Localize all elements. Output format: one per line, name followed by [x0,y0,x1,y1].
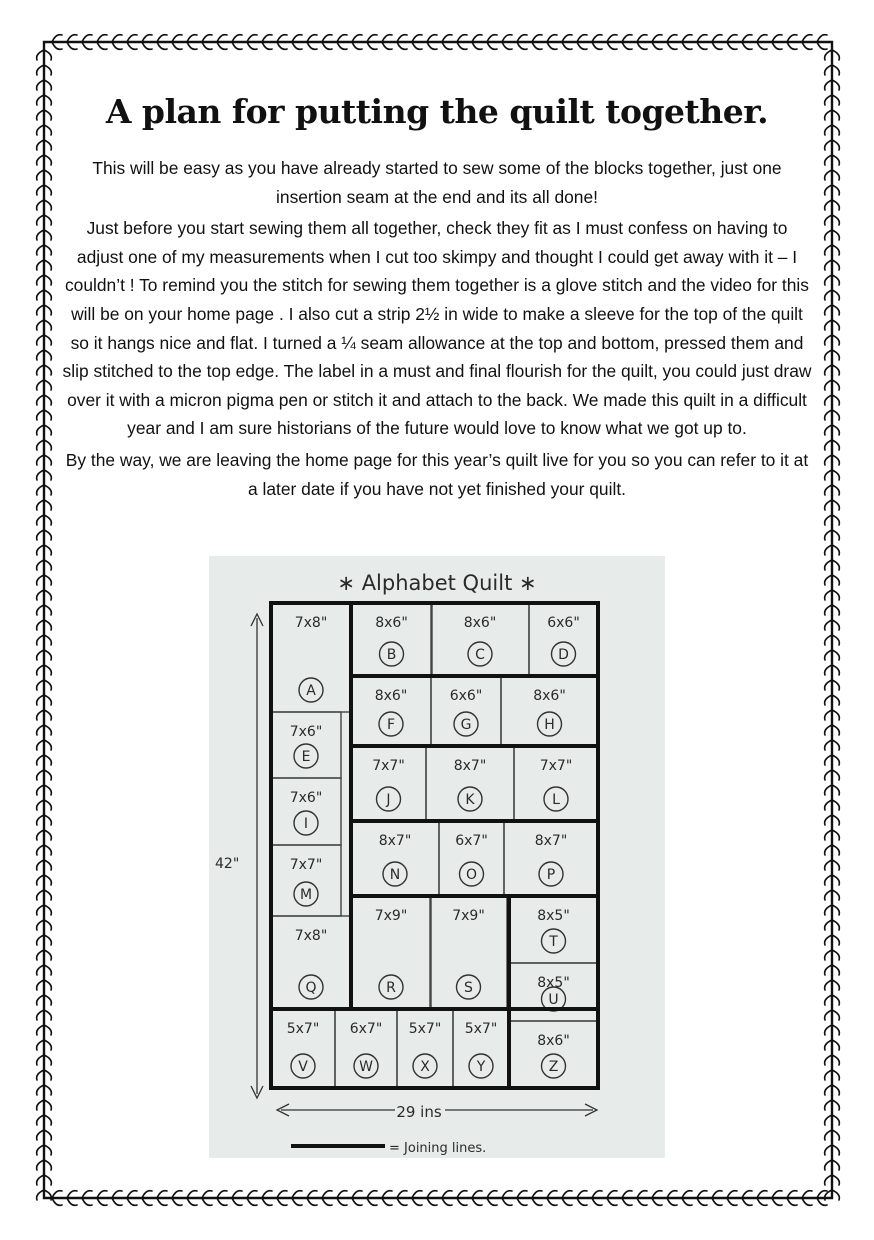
block-letter-label: I [303,816,309,832]
block-size-label: 8x6" [533,688,566,704]
quilt-block-r [351,896,431,1009]
quilt-block-p [504,821,598,896]
block-size-label: 6x7" [349,1021,383,1037]
block-letter-label: H [544,717,555,733]
block-letter-label: K [465,792,475,808]
block-size-label: 8x7" [453,758,487,774]
block-size-label: 5x7" [408,1021,442,1037]
quilt-block-d [529,603,598,676]
quilt-block-e [271,712,341,778]
paragraph-intro: This will be easy as you have already started to sew some of the blocks together, just one insertion seam at the end and its all done! [92,158,782,207]
quilt-block-v [271,1009,335,1088]
block-letter-label: Q [305,980,317,996]
quilt-block-i [271,778,341,845]
quilt-block-g [431,676,501,746]
block-letter-label: T [549,934,558,950]
quilt-block-m [271,845,341,916]
block-letter-label: R [386,980,396,996]
block-size-label: 7x9" [452,908,485,924]
block-size-label: 6x6" [547,615,580,631]
quilt-block-a [271,603,351,712]
quilt-block-h [501,676,598,746]
block-letter-label: C [475,647,485,663]
block-letter-label: X [420,1059,430,1075]
paragraph-home-page: By the way, we are leaving the home page for this year’s quilt live for you so you can refer to it at a later date if you have not yet finished your quilt. [65,449,809,499]
block-size-label: 7x6" [289,724,323,740]
quilt-block-x [397,1009,453,1088]
block-size-label: 7x6" [289,790,323,806]
quilt-layout-diagram [209,556,665,1158]
quilt-block-b [351,603,432,676]
block-letter-label: U [548,992,559,1008]
instructions-text [62,154,812,506]
block-size-label: 8x5" [537,975,570,991]
block-size-label: 8x6" [537,1033,570,1049]
height-label: 42" [215,856,240,872]
legend-label: = Joining lines. [389,1141,487,1156]
quilt-block-y [453,1009,509,1088]
width-label: 29 ins [396,1103,442,1121]
block-size-label: 8x7" [378,833,412,849]
quilt-block-f [351,676,431,746]
block-letter-label: N [389,867,401,883]
block-letter-label: F [386,717,396,733]
quilt-block-w [335,1009,397,1088]
block-size-label: 7x7" [289,857,323,873]
block-letter-label: O [465,867,478,883]
quilt-plan-photo [209,556,665,1158]
block-size-label: 7x8" [294,615,328,631]
quilt-block-c [431,603,529,676]
block-size-label: 7x7" [372,758,405,774]
block-size-label: 8x6" [374,688,408,704]
block-letter-label: Y [476,1059,486,1075]
quilt-block-n [351,821,439,896]
quilt-block-s [430,896,507,1009]
block-size-label: 6x7" [455,833,488,849]
block-letter-label: A [306,683,316,699]
block-size-label: 8x7" [534,833,568,849]
block-letter-label: B [386,647,397,663]
quilt-block-q [271,916,351,1009]
block-letter-label: E [301,749,311,765]
block-size-label: 5x7" [464,1021,498,1037]
block-size-label: 8x6" [463,615,497,631]
block-size-label: 7x8" [294,928,328,944]
block-letter-label: D [558,647,569,663]
quilt-block-k [426,746,514,821]
block-letter-label: W [359,1059,373,1075]
block-letter-label: L [552,792,560,808]
block-letter-label: J [386,792,391,808]
block-size-label: 8x6" [375,615,408,631]
block-size-label: 7x7" [539,758,573,774]
block-letter-label: Z [548,1059,559,1075]
quilt-block-l [514,746,598,821]
block-letter-label: G [460,717,472,733]
quilt-block-j [351,746,426,821]
block-size-label: 8x5" [537,908,570,924]
quilt-block-o [439,821,504,896]
quilt-block-z [509,1021,598,1088]
block-size-label: 6x6" [449,688,483,704]
block-letter-label: V [298,1059,308,1075]
quilt-block-t [509,896,598,963]
block-letter-label: P [546,867,556,883]
block-letter-label: M [299,887,313,903]
diagram-title: ∗ Alphabet Quilt ∗ [337,571,537,595]
block-letter-label: S [464,980,473,996]
quilt-block-u [509,963,598,1021]
paragraph-instructions: Just before you start sewing them all together, check they fit as I must confess on having to adjust one of my measurements when I cut too skimpy and thought I could get away with it – I couldn’t ! To remind you the stitch for sewing them together is a glove stitch and the video for this will be on your home page . I also cut a strip 2½ in wide to make a sleeve for the top of the quilt so it hangs nice and flat. I turned a ¼ seam allowance at the top and bottom, pressed them and slip stitched to the top edge. The label in a must and final flourish for the quilt, you could just draw over it with a micron pigma pen or stitch it and attach to the back. We made this quilt in a difficult year and I am sure historians of the future would love to know what we got up to. [62,218,812,439]
block-size-label: 5x7" [286,1021,320,1037]
block-size-label: 7x9" [374,908,408,924]
page-title: A plan for putting the quilt together. [105,92,769,131]
